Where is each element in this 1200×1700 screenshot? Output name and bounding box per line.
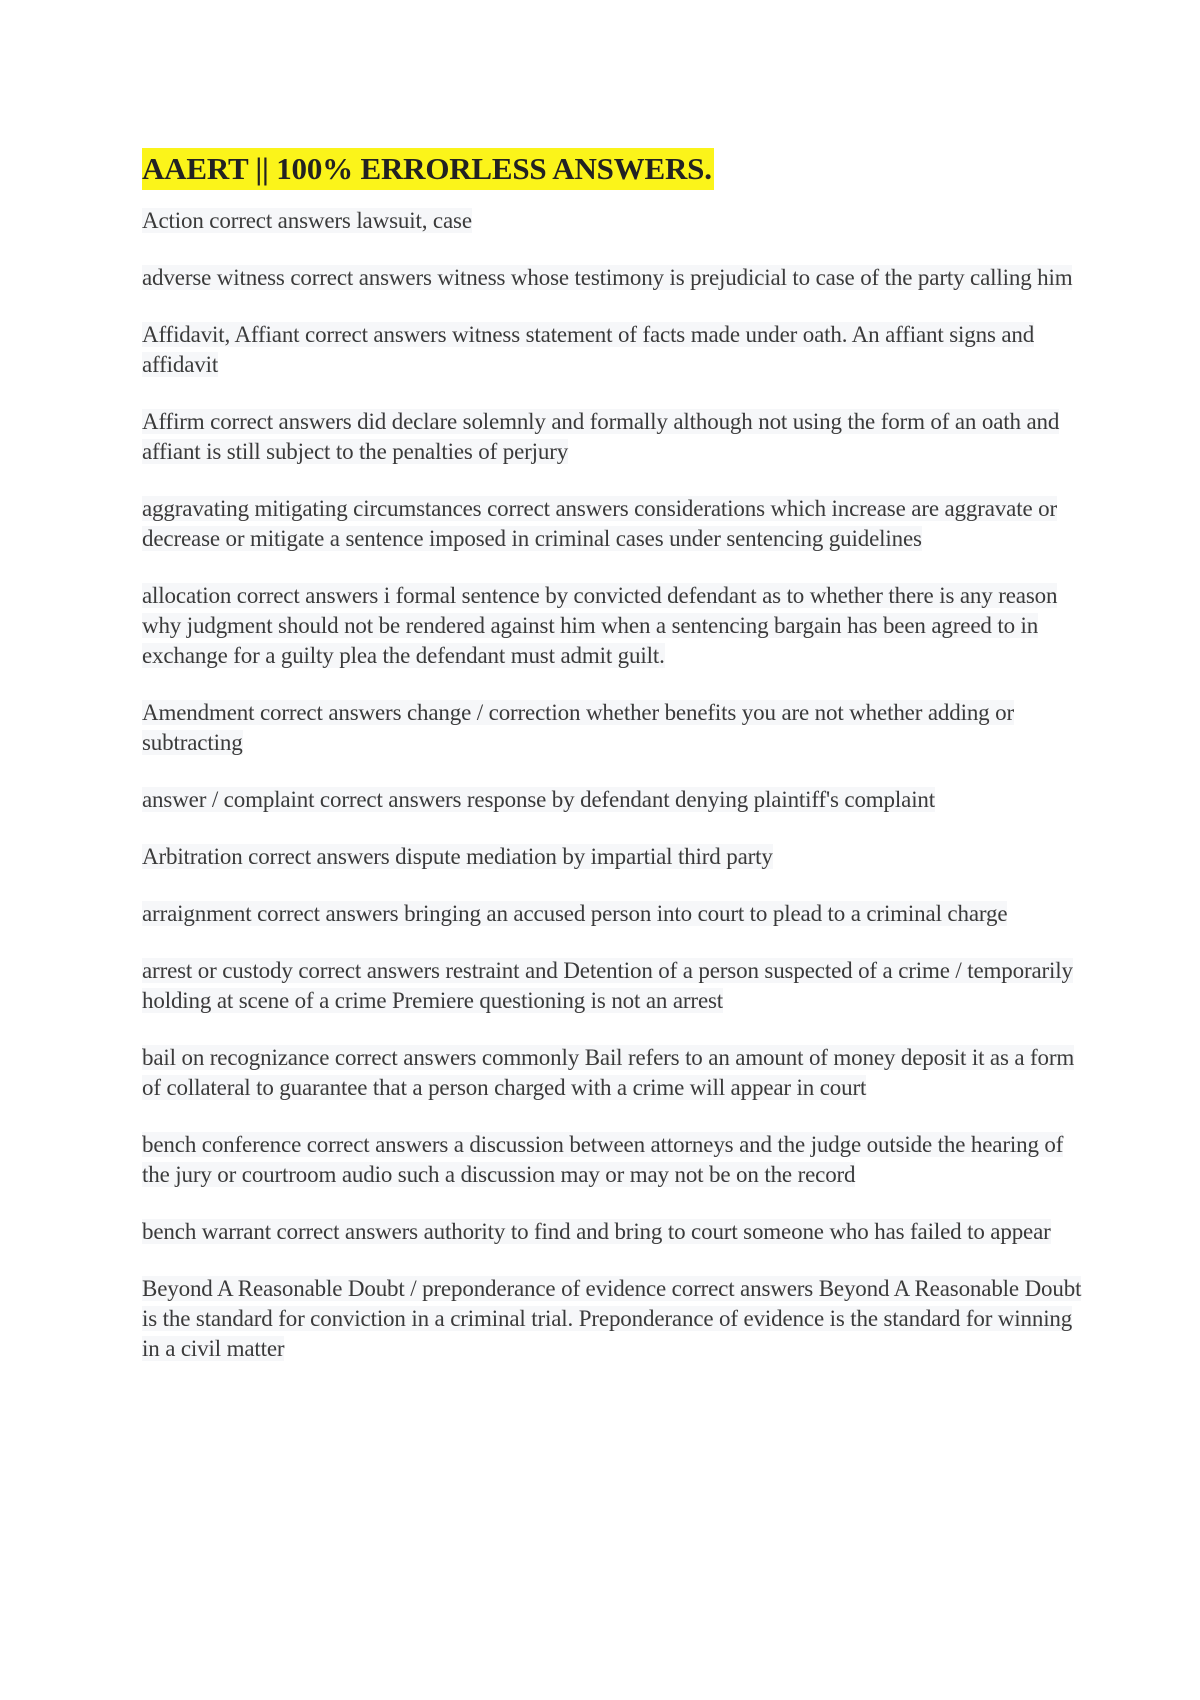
- glossary-entry-text: Arbitration correct answers dispute mediation by impartial third party: [142, 844, 773, 869]
- glossary-entry: [142, 581, 1082, 671]
- glossary-entry: [142, 1274, 1082, 1364]
- glossary-entry: [142, 1043, 1082, 1103]
- glossary-entry: [142, 785, 1082, 815]
- glossary-entry-text: Affidavit, Affiant correct answers witness statement of facts made under oath. An affiant signs and affidavit: [142, 322, 1035, 377]
- glossary-entry-text: arraignment correct answers bringing an accused person into court to plead to a criminal charge: [142, 901, 1008, 926]
- glossary-entry-text: Action correct answers lawsuit, case: [142, 208, 472, 233]
- glossary-entry: [142, 698, 1082, 758]
- document-page: [142, 148, 1082, 1391]
- glossary-entry: [142, 956, 1082, 1016]
- glossary-list: [142, 206, 1082, 1364]
- glossary-entry: [142, 407, 1082, 467]
- glossary-entry-text: allocation correct answers i formal sentence by convicted defendant as to whether there is any reason why judgment should not be rendered against him when a sentencing bargain has been agreed to in exchange for a guilty plea the defendant must admit guilt.: [142, 583, 1058, 668]
- glossary-entry: [142, 899, 1082, 929]
- glossary-entry: [142, 1217, 1082, 1247]
- glossary-entry: [142, 1130, 1082, 1190]
- glossary-entry: [142, 320, 1082, 380]
- glossary-entry-text: bench warrant correct answers authority to find and bring to court someone who has failed to appear: [142, 1219, 1051, 1244]
- glossary-entry-text: answer / complaint correct answers response by defendant denying plaintiff's complaint: [142, 787, 936, 812]
- glossary-entry-text: aggravating mitigating circumstances correct answers considerations which increase are aggravate or decrease or mitigate a sentence imposed in criminal cases under sentencing guidelines: [142, 496, 1057, 551]
- glossary-entry-text: bench conference correct answers a discussion between attorneys and the judge outside the hearing of the jury or courtroom audio such a discussion may or may not be on the record: [142, 1132, 1064, 1187]
- glossary-entry-text: Affirm correct answers did declare solemnly and formally although not using the form of an oath and affiant is still subject to the penalties of perjury: [142, 409, 1060, 464]
- glossary-entry: [142, 263, 1082, 293]
- glossary-entry-text: Amendment correct answers change / correction whether benefits you are not whether adding or subtracting: [142, 700, 1014, 755]
- glossary-entry: [142, 842, 1082, 872]
- glossary-entry-text: bail on recognizance correct answers commonly Bail refers to an amount of money deposit it as a form of collateral to guarantee that a person charged with a crime will appear in court: [142, 1045, 1075, 1100]
- glossary-entry: [142, 494, 1082, 554]
- glossary-entry: [142, 206, 1082, 236]
- glossary-entry-text: Beyond A Reasonable Doubt / preponderance of evidence correct answers Beyond A Reasonable Doubt is the standard for conviction in a criminal trial. Preponderance of evidence is the standard for winning in a civil matter: [142, 1276, 1082, 1361]
- glossary-entry-text: arrest or custody correct answers restraint and Detention of a person suspected of a crime / temporarily holding at scene of a crime Premiere questioning is not an arrest: [142, 958, 1073, 1013]
- document-title: AAERT || 100% ERRORLESS ANSWERS.: [142, 148, 714, 190]
- glossary-entry-text: adverse witness correct answers witness whose testimony is prejudicial to case of the party calling him: [142, 265, 1073, 290]
